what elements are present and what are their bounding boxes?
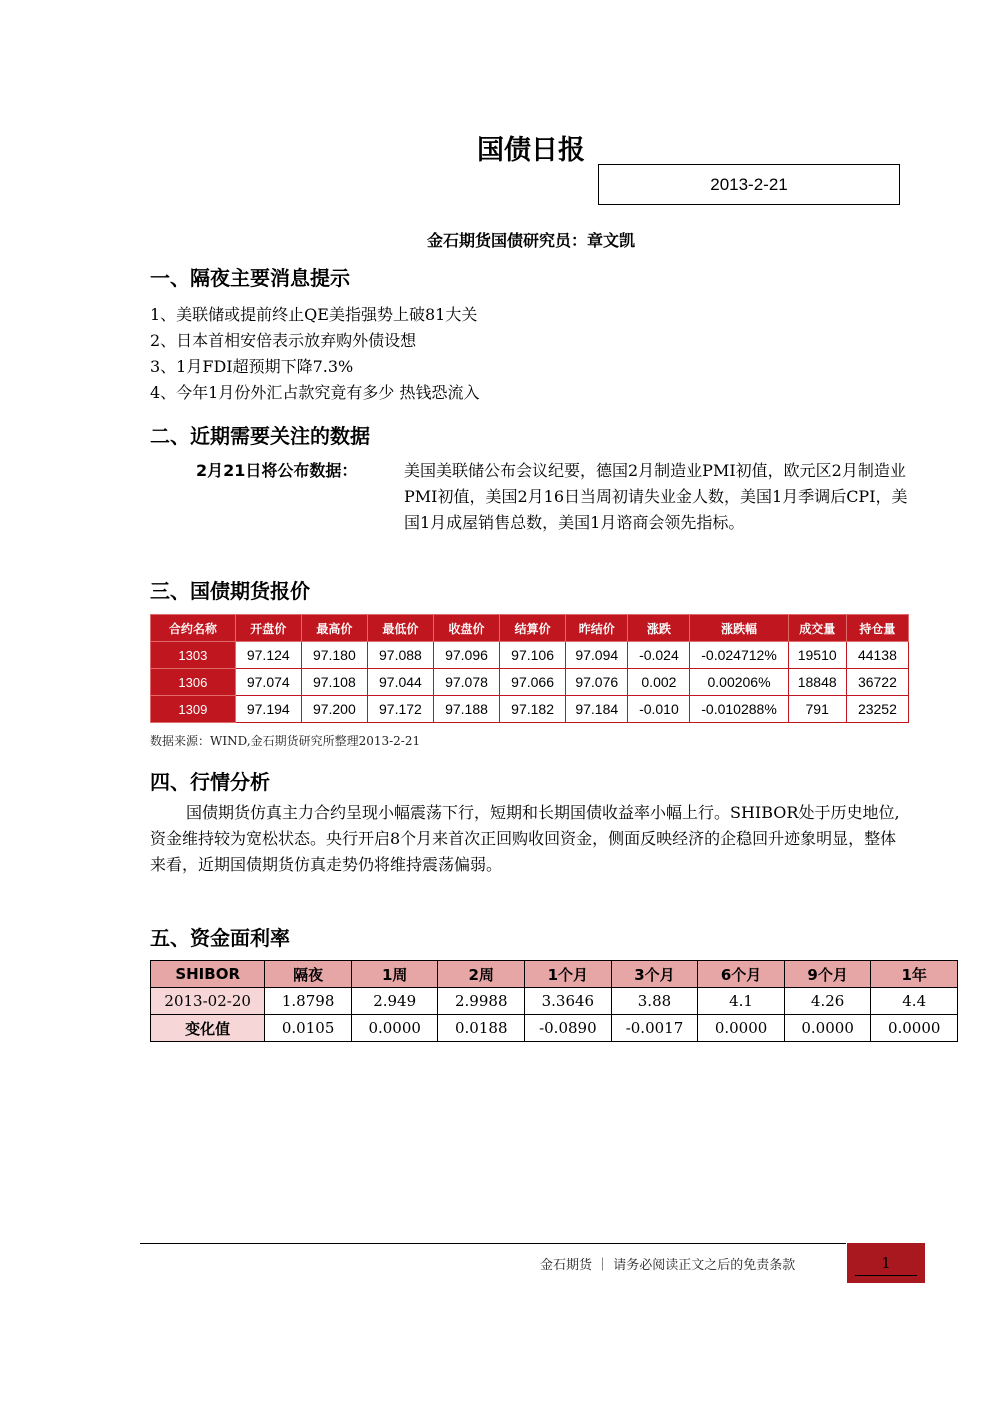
quote-header: 开盘价 (235, 615, 301, 642)
table-cell: 2.9988 (438, 988, 525, 1015)
quote-header: 持仓量 (846, 615, 908, 642)
news-item: 3、1月FDI超预期下降7.3% (150, 357, 354, 376)
table-cell: 97.106 (500, 642, 566, 669)
news-item: 1、美联储或提前终止QE美指强势上破81大关 (150, 305, 478, 324)
table-cell: 97.188 (433, 696, 499, 723)
table-cell: 791 (788, 696, 846, 723)
table-cell: 97.200 (301, 696, 367, 723)
table-cell: 0.002 (628, 669, 690, 696)
table-cell: 0.0000 (698, 1015, 785, 1042)
section-heading-rates: 五、资金面利率 (150, 926, 290, 950)
shibor-header: 1年 (871, 961, 958, 988)
quote-header: 结算价 (500, 615, 566, 642)
table-cell: 2.949 (351, 988, 438, 1015)
section-heading-news: 一、隔夜主要消息提示 (150, 266, 350, 290)
table-cell: 44138 (846, 642, 908, 669)
quote-header: 收盘价 (433, 615, 499, 642)
table-cell: -0.010 (628, 696, 690, 723)
table-cell: 1.8798 (265, 988, 352, 1015)
section-heading-analysis: 四、行情分析 (150, 770, 270, 794)
table-row (151, 1015, 958, 1042)
quote-header: 成交量 (788, 615, 846, 642)
quote-header: 涨跌幅 (690, 615, 788, 642)
table-cell: 97.088 (367, 642, 433, 669)
table-cell: 0.00206% (690, 669, 788, 696)
table-cell: 0.0000 (871, 1015, 958, 1042)
page-number: 1 (855, 1251, 917, 1276)
table-cell: 36722 (846, 669, 908, 696)
table-cell: 97.074 (235, 669, 301, 696)
shibor-change-label: 变化值 (151, 1015, 265, 1042)
shibor-header: 9个月 (784, 961, 871, 988)
document-title: 国债日报 (477, 135, 585, 166)
table-cell: 0.0188 (438, 1015, 525, 1042)
news-item: 4、今年1月份外汇占款究竟有多少 热钱恐流入 (150, 383, 480, 402)
quote-header-row (151, 615, 909, 642)
table-cell: 97.096 (433, 642, 499, 669)
table-cell: -0.024712% (690, 642, 788, 669)
table-cell: -0.0890 (525, 1015, 612, 1042)
table-cell: 3.3646 (525, 988, 612, 1015)
shibor-header: 3个月 (611, 961, 698, 988)
table-row (151, 696, 909, 723)
shibor-header: SHIBOR (151, 961, 265, 988)
table-cell: 97.194 (235, 696, 301, 723)
quote-header: 合约名称 (151, 615, 236, 642)
table-cell: 97.180 (301, 642, 367, 669)
page-number-box (847, 1243, 925, 1283)
section-heading-data: 二、近期需要关注的数据 (150, 424, 370, 448)
author-line: 金石期货国债研究员：章文凯 (426, 231, 635, 250)
quote-header: 昨结价 (566, 615, 628, 642)
table-cell: -0.024 (628, 642, 690, 669)
quote-table (150, 614, 909, 723)
table-cell: 19510 (788, 642, 846, 669)
table-cell: 4.4 (871, 988, 958, 1015)
table-cell: 0.0000 (784, 1015, 871, 1042)
section-heading-quotes: 三、国债期货报价 (150, 579, 310, 603)
news-item: 2、日本首相安倍表示放弃购外债设想 (150, 331, 417, 350)
table-row (151, 988, 958, 1015)
news-list (150, 304, 479, 408)
data-watch-text: 美国美联储公布会议纪要，德国2月制造业PMI初值，欧元区2月制造业PMI初值，美国2月16日当周初请失业金人数，美国1月季调后CPI，美国1月成屋销售总数，美国1月谘商会领先指标。 (404, 461, 908, 532)
table-cell: 97.182 (500, 696, 566, 723)
table-cell: 97.066 (500, 669, 566, 696)
shibor-date: 2013-02-20 (151, 988, 265, 1015)
contract-code: 1303 (151, 642, 236, 669)
footer-disclaimer: 金石期货 ｜ 请务必阅读正文之后的免责条款 (540, 1258, 796, 1273)
table-cell: 4.1 (698, 988, 785, 1015)
table-cell: 97.108 (301, 669, 367, 696)
data-source-note: 数据来源：WIND,金石期货研究所整理2013-2-21 (150, 734, 421, 748)
table-cell: 0.0000 (351, 1015, 438, 1042)
table-cell: -0.0017 (611, 1015, 698, 1042)
footer-divider (140, 1243, 846, 1244)
shibor-table (150, 960, 958, 1042)
table-cell: 97.076 (566, 669, 628, 696)
shibor-header: 1个月 (525, 961, 612, 988)
table-cell: 97.172 (367, 696, 433, 723)
shibor-header: 1周 (351, 961, 438, 988)
contract-code: 1306 (151, 669, 236, 696)
quote-header: 涨跌 (628, 615, 690, 642)
table-cell: 97.184 (566, 696, 628, 723)
table-row (151, 669, 909, 696)
table-cell: 3.88 (611, 988, 698, 1015)
table-cell: 4.26 (784, 988, 871, 1015)
shibor-header-row (151, 961, 958, 988)
shibor-header: 隔夜 (265, 961, 352, 988)
contract-code: 1309 (151, 696, 236, 723)
shibor-header: 2周 (438, 961, 525, 988)
data-watch-label: 2月21日将公布数据： (196, 461, 358, 480)
quote-header: 最低价 (367, 615, 433, 642)
quote-header: 最高价 (301, 615, 367, 642)
table-cell: 0.0105 (265, 1015, 352, 1042)
analysis-paragraph: 国债期货仿真主力合约呈现小幅震荡下行，短期和长期国债收益率小幅上行。SHIBOR处于历史地位,资金维持较为宽松状态。央行开启8个月来首次正回购收回资金，侧面反映经济的企稳回升迹象明显，整体来看，近期国债期货仿真走势仍将维持震荡偏弱。 (150, 803, 900, 874)
shibor-header: 6个月 (698, 961, 785, 988)
table-cell: 97.124 (235, 642, 301, 669)
table-cell: 23252 (846, 696, 908, 723)
table-cell: 97.044 (367, 669, 433, 696)
table-row (151, 642, 909, 669)
table-cell: 97.078 (433, 669, 499, 696)
table-cell: 18848 (788, 669, 846, 696)
data-watch (196, 458, 912, 536)
date-box: 2013-2-21 (598, 164, 900, 205)
table-cell: -0.010288% (690, 696, 788, 723)
table-cell: 97.094 (566, 642, 628, 669)
